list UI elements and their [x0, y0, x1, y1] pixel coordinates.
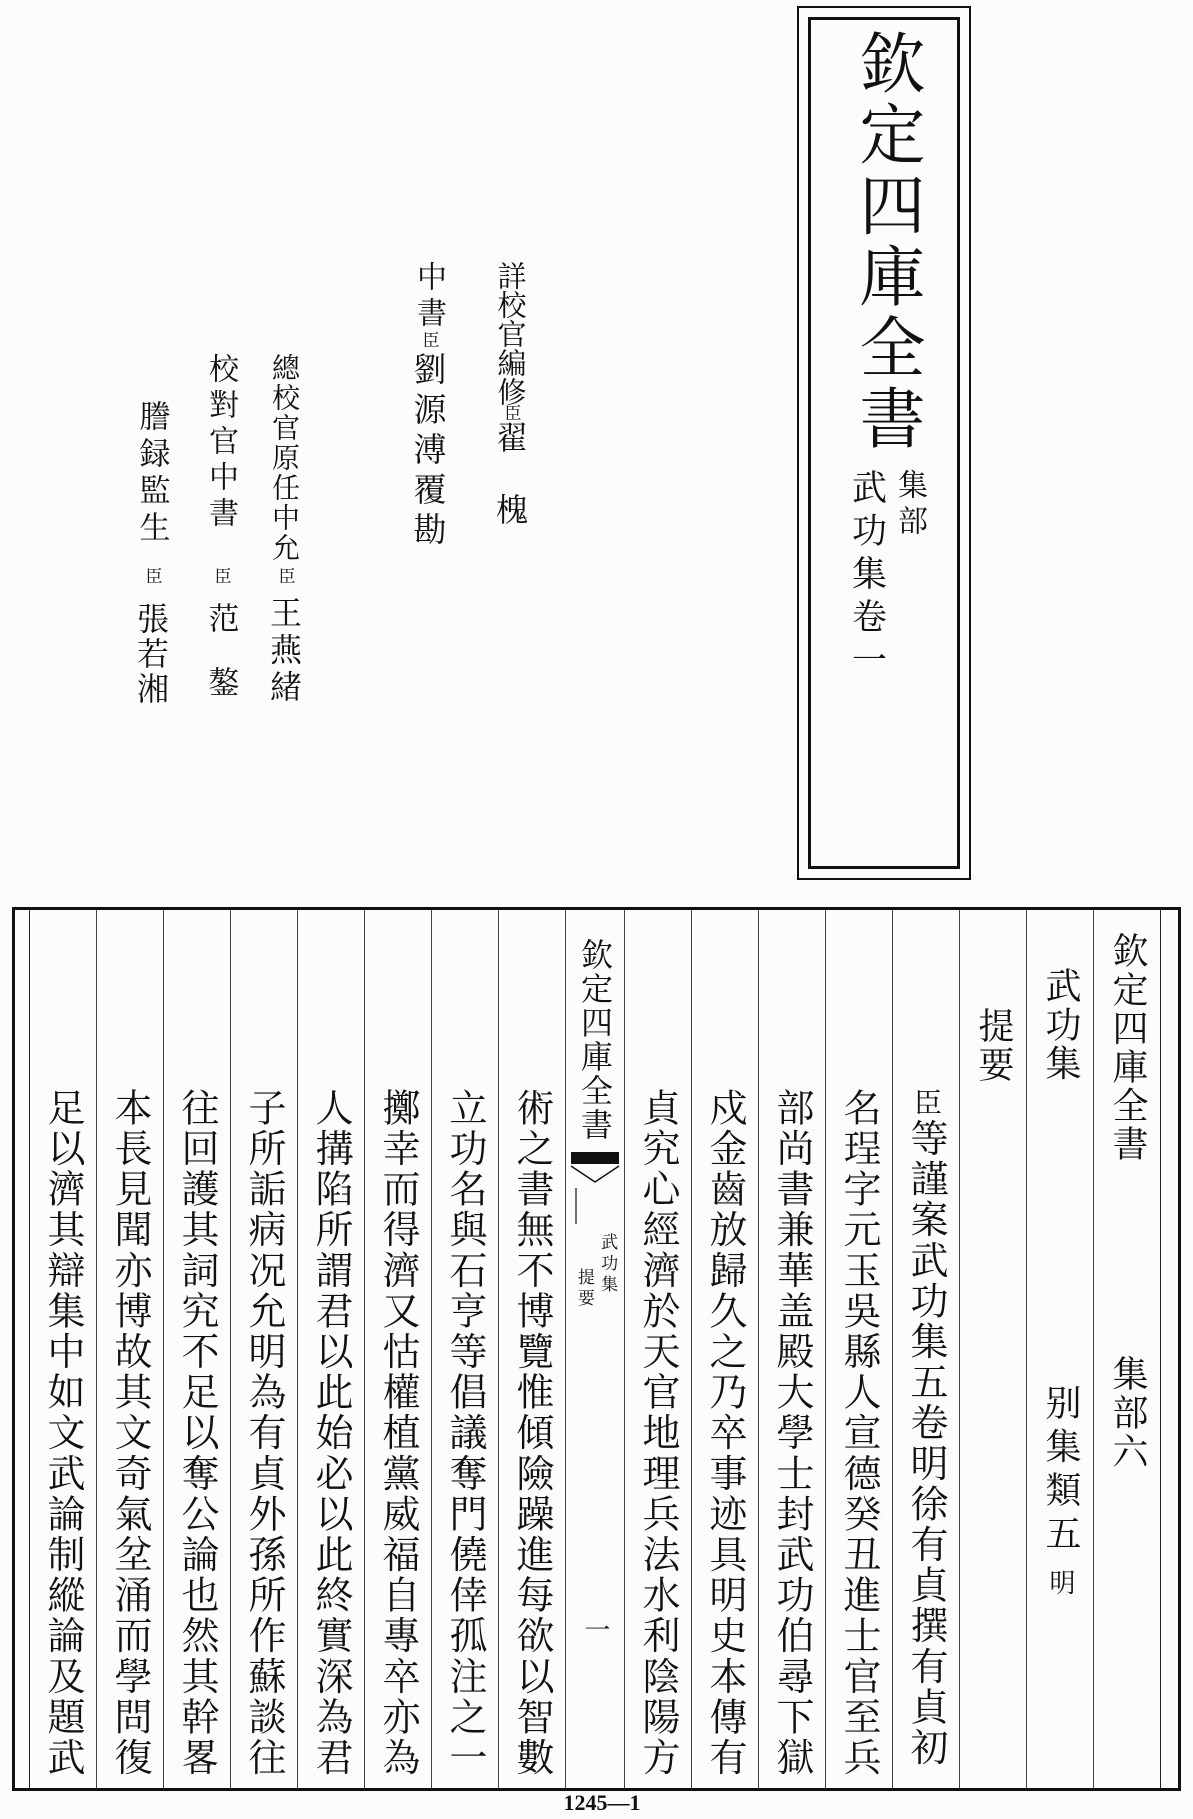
leaf-collection-title: 欽定四庫全書	[1107, 932, 1148, 1164]
page-number: 1245—1	[563, 1790, 641, 1815]
credit-role: 校對官中書	[203, 353, 238, 533]
text-column	[691, 910, 758, 1788]
text-column	[431, 910, 498, 1788]
text-line: 術之書無不博覽惟傾險躁進每欲以智數	[510, 1088, 554, 1779]
column-work	[1026, 910, 1093, 1788]
credit-name: 張若湘	[132, 602, 170, 707]
text-line: 足以濟其辯集中如文武論制縱論及題武	[41, 1088, 85, 1779]
fold-work-title: 武功集	[597, 1233, 618, 1296]
column-heading	[959, 910, 1026, 1788]
text-column	[163, 910, 230, 1788]
text-column	[825, 910, 892, 1788]
text-column	[624, 910, 691, 1788]
dynasty: 明	[1045, 1569, 1075, 1595]
collection-title: 欽定四庫全書	[848, 29, 925, 455]
credit-name: 王燕緒	[265, 596, 303, 707]
fold-title: 欽定四庫全書	[576, 938, 614, 1142]
text-column	[892, 910, 959, 1788]
text-column	[230, 910, 297, 1788]
text-column	[364, 910, 431, 1788]
text-line: 擲幸而得濟又怙權植黨威福自專卒亦為	[376, 1088, 420, 1779]
text-line: 貞究心經濟於天官地理兵法水利陰陽方	[636, 1088, 680, 1779]
credit-chen: 臣	[500, 404, 521, 421]
credit-role: 總校官原任中允	[268, 353, 301, 563]
tiyao-leaf	[12, 907, 1181, 1791]
column-header	[1093, 910, 1160, 1788]
text-column	[297, 910, 364, 1788]
credit-chen: 臣	[274, 567, 295, 584]
fishtail-mark	[566, 1152, 624, 1227]
text-line: 人搆陷所謂君以此始必以此終實深為君	[309, 1088, 353, 1779]
text-column	[498, 910, 565, 1788]
credit-role: 詳校官編修	[493, 261, 528, 406]
text-line: 立功名與石亨等倡議奪門僥倖孤注之一	[443, 1088, 487, 1779]
work-title: 武功集	[1040, 967, 1081, 1083]
fold-center-column	[565, 910, 624, 1788]
leaf-section: 集部六	[1107, 1355, 1148, 1471]
tiyao-heading: 提要	[973, 1007, 1014, 1085]
text-line: 往回護其詞究不足以奪公論也然其幹畧	[175, 1088, 219, 1779]
text-line: 本長見聞亦博故其文奇氣坌涌而學問復	[108, 1088, 152, 1779]
title-slip	[797, 6, 971, 880]
leaf-columns	[29, 910, 1161, 1788]
fold-leaf-number: 一	[580, 1616, 610, 1642]
volume-label: 武功集卷一	[846, 469, 887, 684]
category-label: 集部	[892, 469, 927, 541]
credit-name: 范 鏊	[202, 602, 239, 698]
text-line: 臣等謹案武功集五卷明徐有貞撰有貞初	[904, 1088, 948, 1769]
text-column	[30, 910, 96, 1788]
credit-name: 劉源溥覆勘	[408, 352, 448, 552]
classification: 别集類五	[1040, 1384, 1081, 1558]
credit-chen: 臣	[418, 331, 439, 348]
text-line: 戍金齒放歸久之乃卒事迹具明史本傳有	[703, 1088, 747, 1779]
text-line: 部尚書兼華盖殿大學士封武功伯尋下獄	[770, 1088, 814, 1779]
text-column	[758, 910, 825, 1788]
credit-chen: 臣	[141, 567, 162, 584]
credit-chen: 臣	[210, 567, 231, 584]
credit-name: 翟 槐	[491, 421, 529, 529]
fold-section: 提要	[573, 1268, 594, 1310]
credit-role: 謄録監生	[133, 400, 170, 548]
text-line: 名珵字元玉吳縣人宣德癸丑進士官至兵	[837, 1088, 881, 1779]
text-column	[96, 910, 163, 1788]
credit-role: 中書	[411, 261, 446, 333]
text-line: 子所詬病况允明為有貞外孫所作蘇談往	[242, 1088, 286, 1779]
